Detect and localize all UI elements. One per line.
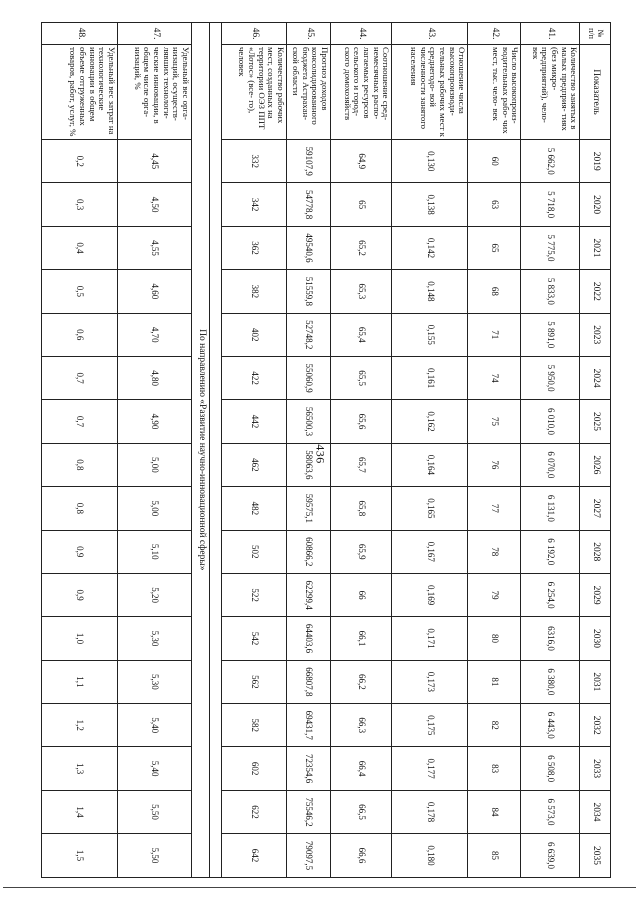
value-cell: 642 [221,834,286,877]
value-cell: 0,155 [392,313,468,356]
value-cell: 5 718,0 [521,183,580,226]
value-cell: 62299,4 [287,573,331,616]
value-cell: 65 [331,183,392,226]
value-cell: 6 380,0 [521,660,580,703]
indicator-name: Отношение числа высокопроизводи- тельных рабочих мест к среднегодо- вой численности занятого населения [392,45,468,140]
value-cell: 5,20 [118,573,192,616]
value-cell: 5,50 [118,834,192,877]
value-cell: 55060,9 [287,356,331,399]
value-cell: 0,177 [392,747,468,790]
value-cell: 602 [221,747,286,790]
table-row [331,23,392,878]
value-cell: 66,2 [331,660,392,703]
value-cell: 6316,0 [521,617,580,660]
table-row [221,23,286,878]
header-year: 2022 [580,270,611,313]
value-cell: 4,55 [118,226,192,269]
value-cell: 6 070,0 [521,443,580,486]
header-indicator: Показатель [580,45,611,140]
header-year: 2019 [580,140,611,183]
value-cell: 63 [468,183,521,226]
value-cell: 6 192,0 [521,530,580,573]
value-cell: 82 [468,704,521,747]
value-cell: 66 [331,573,392,616]
header-year: 2032 [580,704,611,747]
value-cell: 72354,6 [287,747,331,790]
value-cell: 342 [221,183,286,226]
value-cell: 5,40 [118,704,192,747]
value-cell: 5,50 [118,790,192,833]
value-cell: 5,00 [118,443,192,486]
row-number: 44. [331,23,392,45]
value-cell: 0,9 [42,530,118,573]
value-cell: 5 891,0 [521,313,580,356]
value-cell: 78 [468,530,521,573]
value-cell: 6 131,0 [521,487,580,530]
table-row [118,23,192,878]
value-cell: 1,0 [42,617,118,660]
row-number: 41. [521,23,580,45]
value-cell: 49540,6 [287,226,331,269]
value-cell: 0,165 [392,487,468,530]
value-cell: 6 254,0 [521,573,580,616]
value-cell: 0,167 [392,530,468,573]
value-cell: 65,6 [331,400,392,443]
header-year: 2029 [580,573,611,616]
value-cell: 5,30 [118,617,192,660]
value-cell: 6 573,0 [521,790,580,833]
header-year: 2026 [580,443,611,486]
value-cell: 0,164 [392,443,468,486]
value-cell: 4,50 [118,183,192,226]
indicator-name: Число высокопроиз- водительных рабо- чих мест, тыс. чело- век [468,45,521,140]
value-cell: 54778,8 [287,183,331,226]
section-title: По направлению «Развитие научно-инновационной сферы» [192,23,210,878]
value-cell: 60 [468,140,521,183]
value-cell: 5,30 [118,660,192,703]
value-cell: 4,80 [118,356,192,399]
value-cell: 71 [468,313,521,356]
value-cell: 0,138 [392,183,468,226]
header-year: 2035 [580,834,611,877]
value-cell: 0,162 [392,400,468,443]
value-cell: 0,148 [392,270,468,313]
value-cell: 0,6 [42,313,118,356]
header-year: 2027 [580,487,611,530]
value-cell: 69431,7 [287,704,331,747]
value-cell: 60866,2 [287,530,331,573]
value-cell: 1,2 [42,704,118,747]
value-cell: 0,9 [42,573,118,616]
value-cell: 6 508,0 [521,747,580,790]
value-cell: 0,4 [42,226,118,269]
value-cell: 79097,5 [287,834,331,877]
value-cell: 4,60 [118,270,192,313]
value-cell: 1,1 [42,660,118,703]
row-number: 46. [221,23,286,45]
value-cell: 66,6 [331,834,392,877]
header-num: № п/п [580,23,611,45]
row-number: 43. [392,23,468,45]
value-cell: 0,171 [392,617,468,660]
value-cell: 65,7 [331,443,392,486]
header-year: 2028 [580,530,611,573]
value-cell: 84 [468,790,521,833]
value-cell: 5 833,0 [521,270,580,313]
value-cell: 77 [468,487,521,530]
value-cell: 0,2 [42,140,118,183]
value-cell: 0,5 [42,270,118,313]
indicator-name: Количество занятых в малых предприя- тиях (без микро- предприятий), чело- век [521,45,580,140]
value-cell: 64403,6 [287,617,331,660]
table-header-row [580,23,611,878]
value-cell: 80 [468,617,521,660]
rotated-table-wrapper [41,22,611,877]
header-year: 2024 [580,356,611,399]
table-row [392,23,468,878]
value-cell: 58063,6 [287,443,331,486]
value-cell: 0,3 [42,183,118,226]
value-cell: 0,130 [392,140,468,183]
row-number: 47. [118,23,192,45]
value-cell: 542 [221,617,286,660]
value-cell: 65,3 [331,270,392,313]
indicator-name: Соотношение сред- немесячных распо- лагаемых ресурсов сельского и город- ского домохозяйств [331,45,392,140]
value-cell: 442 [221,400,286,443]
row-number: 45. [287,23,331,45]
value-cell: 1,3 [42,747,118,790]
value-cell: 51559,8 [287,270,331,313]
value-cell: 75546,2 [287,790,331,833]
value-cell: 65,8 [331,487,392,530]
value-cell: 5,40 [118,747,192,790]
spacer-cell [210,23,222,878]
row-number: 48. [42,23,118,45]
value-cell: 0,178 [392,790,468,833]
value-cell: 4,45 [118,140,192,183]
value-cell: 502 [221,530,286,573]
page-bottom-rule [3,887,636,888]
header-year: 2031 [580,660,611,703]
value-cell: 76 [468,443,521,486]
value-cell: 56500,3 [287,400,331,443]
indicators-table [41,22,611,878]
section-row [192,23,210,878]
value-cell: 5 662,0 [521,140,580,183]
value-cell: 0,7 [42,356,118,399]
value-cell: 562 [221,660,286,703]
value-cell: 66,4 [331,747,392,790]
value-cell: 66,1 [331,617,392,660]
value-cell: 81 [468,660,521,703]
value-cell: 382 [221,270,286,313]
table-row [287,23,331,878]
value-cell: 522 [221,573,286,616]
value-cell: 5,00 [118,487,192,530]
value-cell: 68 [468,270,521,313]
value-cell: 65,2 [331,226,392,269]
value-cell: 5 775,0 [521,226,580,269]
header-year: 2020 [580,183,611,226]
value-cell: 362 [221,226,286,269]
header-year: 2030 [580,617,611,660]
indicator-name: Прогноз доходов консолидированного бюджета Астрахан- ской области [287,45,331,140]
value-cell: 66,3 [331,704,392,747]
value-cell: 1,4 [42,790,118,833]
value-cell: 59575,1 [287,487,331,530]
table-row [42,23,118,878]
value-cell: 332 [221,140,286,183]
indicator-name: Удельный вес орга- низаций, осуществ- лявших технологи- ческие инновации, в общем числе орга- низаций, % [118,45,192,140]
value-cell: 0,161 [392,356,468,399]
value-cell: 65,5 [331,356,392,399]
page-number: 436 [313,444,328,464]
header-year: 2023 [580,313,611,356]
value-cell: 4,90 [118,400,192,443]
spacer-row [210,23,222,878]
row-number: 42. [468,23,521,45]
value-cell: 482 [221,487,286,530]
header-year: 2021 [580,226,611,269]
value-cell: 85 [468,834,521,877]
table-body [42,23,611,878]
value-cell: 0,175 [392,704,468,747]
header-year: 2025 [580,400,611,443]
value-cell: 65,9 [331,530,392,573]
value-cell: 622 [221,790,286,833]
value-cell: 5,10 [118,530,192,573]
value-cell: 66,5 [331,790,392,833]
value-cell: 65 [468,226,521,269]
value-cell: 5 950,0 [521,356,580,399]
value-cell: 74 [468,356,521,399]
header-year: 2034 [580,790,611,833]
value-cell: 0,142 [392,226,468,269]
value-cell: 6 443,0 [521,704,580,747]
value-cell: 79 [468,573,521,616]
value-cell: 83 [468,747,521,790]
value-cell: 582 [221,704,286,747]
header-year: 2033 [580,747,611,790]
indicator-name: Удельный вес затрат на технологические инновации в общем объеме отгруженных товаров, работ, услуг, % [42,45,118,140]
value-cell: 422 [221,356,286,399]
value-cell: 0,173 [392,660,468,703]
value-cell: 0,8 [42,443,118,486]
value-cell: 462 [221,443,286,486]
value-cell: 6 639,0 [521,834,580,877]
value-cell: 0,8 [42,487,118,530]
value-cell: 6 010,0 [521,400,580,443]
value-cell: 52748,2 [287,313,331,356]
indicator-name: Количество рабочих мест, созданных на территории ОЭЗ ППТ «Лотос» (всe- го), человек [221,45,286,140]
value-cell: 0,180 [392,834,468,877]
value-cell: 66807,8 [287,660,331,703]
value-cell: 402 [221,313,286,356]
value-cell: 4,70 [118,313,192,356]
value-cell: 1,5 [42,834,118,877]
table-row [521,23,580,878]
value-cell: 0,7 [42,400,118,443]
value-cell: 64,9 [331,140,392,183]
value-cell: 65,4 [331,313,392,356]
table-row [468,23,521,878]
value-cell: 0,169 [392,573,468,616]
value-cell: 59107,9 [287,140,331,183]
value-cell: 75 [468,400,521,443]
